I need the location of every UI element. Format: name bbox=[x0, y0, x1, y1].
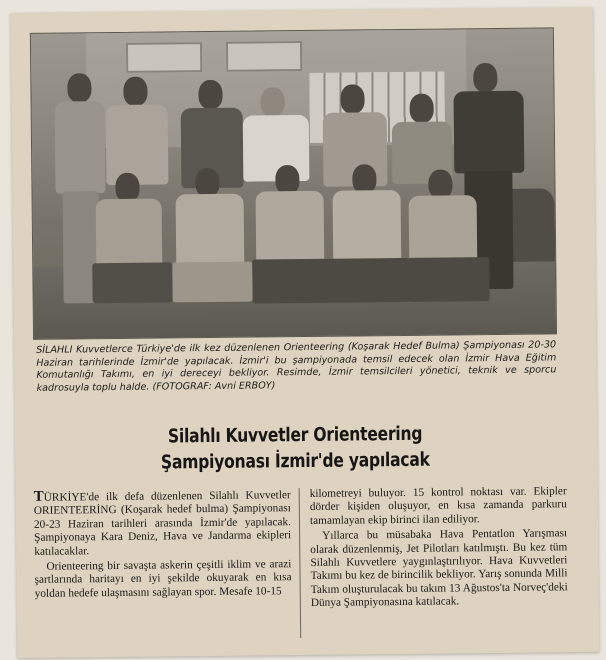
building-window bbox=[226, 41, 302, 72]
article-column-right bbox=[310, 485, 568, 612]
article-column-left bbox=[34, 488, 292, 603]
photo-caption bbox=[36, 339, 556, 394]
column-divider bbox=[299, 488, 302, 638]
team-photo bbox=[30, 27, 557, 339]
newspaper-clipping bbox=[11, 7, 600, 658]
photo-credit: (FOTOGRAF: Avni ERBOY) bbox=[152, 379, 276, 393]
article-paragraph: kilometreyi buluyor. 15 kontrol noktası var. Ekipler dörder kişiden oluşuyor, en kısa zamanda parkuru tamamlayan ekip birinci ilan ediliyor. bbox=[309, 485, 567, 527]
headline-line-1: Silahlı Kuvvetler Orienteering bbox=[167, 422, 423, 448]
building-window bbox=[126, 42, 202, 73]
article-paragraph: Yıllarca bu müsabaka Hava Pentatlon Yarışması olarak düzenlenmiş, Jet Pilotları katılmıştı. Bu kez tüm Silahlı Kuvvetlere yaygınlaştırılıyor. Hava Kuvvetleri Takımı bu kez de birincilik bekliyor. Yarış sonunda Milli Takım oluşturulacak bu takım 13 Ağustos'ta Norveç'deki Dünya Şampiyonasına katılacak. bbox=[310, 527, 568, 610]
drop-cap: T bbox=[33, 488, 44, 505]
caption-text: SİLAHLI Kuvvetlerce Türkiye'de ilk kez düzenlenen Orienteering (Koşarak Hedef Bulma) Şampiyonası 20-30 Haziran tarihlerinde İzmir'de yapılacak. İzmir'i bu şampiyonada temsil edecek olan İzmir Hava Eğitim Komutanlığı Takımı, en iyi dereceyi bekliyor. Resimde, İzmir temsilcileri yönetici, teknik ve sporcu kadrosuyla toplu halde. bbox=[36, 339, 557, 394]
headline-line-2: Şampiyonası İzmir'de yapılacak bbox=[160, 448, 430, 474]
article-paragraph: Orienteering bir savaşta askerin çeşitli iklim ve arazi şartlarında haritayı en iyi şekilde okuyarak en kısa yoldan hedefe ulaşmasını sağlayan spor. Mesafe 10-15 bbox=[34, 558, 292, 600]
article-paragraph: TÜRKİYE'de ilk defa düzenlenen Silahlı Kuvvetler ORIENTEERİNG (Koşarak hedef bulma) Şampiyonası 20-23 Haziran tarihleri arasında İzmir'de yapılacak. Şampiyonaya Kara Deniz, Hava ve Jandarma ekipleri katılacaklar. bbox=[33, 488, 292, 558]
